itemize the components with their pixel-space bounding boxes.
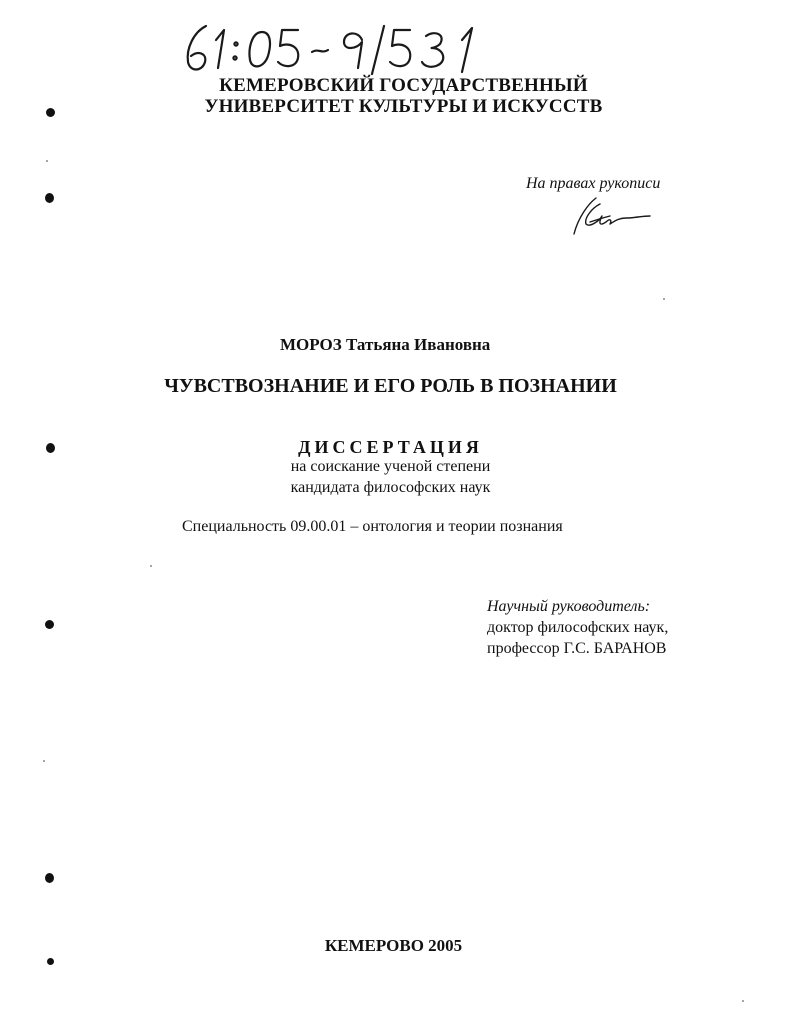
specialty-line: Специальность 09.00.01 – онтология и теории познания bbox=[182, 518, 563, 535]
scan-speck bbox=[46, 160, 48, 162]
city-and-year: КЕМЕРОВО 2005 bbox=[324, 936, 463, 955]
advisor-label: Научный руководитель: bbox=[487, 598, 651, 615]
binder-hole-mark bbox=[45, 873, 54, 883]
scan-speck bbox=[742, 1000, 744, 1002]
dissertation-title: ЧУВСТВОЗНАНИЕ И ЕГО РОЛЬ В ПОЗНАНИИ bbox=[164, 375, 617, 397]
binder-hole-mark bbox=[46, 108, 55, 117]
rights-note: На правах рукописи bbox=[526, 175, 661, 192]
binder-hole-mark bbox=[45, 193, 54, 203]
degree-name-line: кандидата философских наук bbox=[290, 479, 491, 496]
scan-speck bbox=[663, 298, 665, 300]
signature bbox=[566, 194, 652, 240]
advisor-degree: доктор философских наук, bbox=[487, 619, 669, 636]
advisor-name: профессор Г.С. БАРАНОВ bbox=[487, 640, 667, 657]
university-name-line-1: КЕМЕРОВСКИЙ ГОСУДАРСТВЕННЫЙ bbox=[219, 75, 588, 96]
handwritten-catalog-number bbox=[178, 18, 498, 78]
document-type-label: ДИССЕРТАЦИЯ bbox=[298, 437, 483, 457]
scan-speck bbox=[43, 760, 45, 762]
degree-purpose-line: на соискание ученой степени bbox=[290, 458, 491, 475]
author-name: МОРОЗ Татьяна Ивановна bbox=[280, 335, 491, 354]
scan-speck bbox=[150, 565, 152, 567]
binder-hole-mark bbox=[47, 958, 54, 965]
binder-hole-mark bbox=[46, 443, 55, 453]
binder-hole-mark bbox=[45, 620, 54, 629]
university-name-line-2: УНИВЕРСИТЕТ КУЛЬТУРЫ И ИСКУССТВ bbox=[204, 96, 603, 117]
